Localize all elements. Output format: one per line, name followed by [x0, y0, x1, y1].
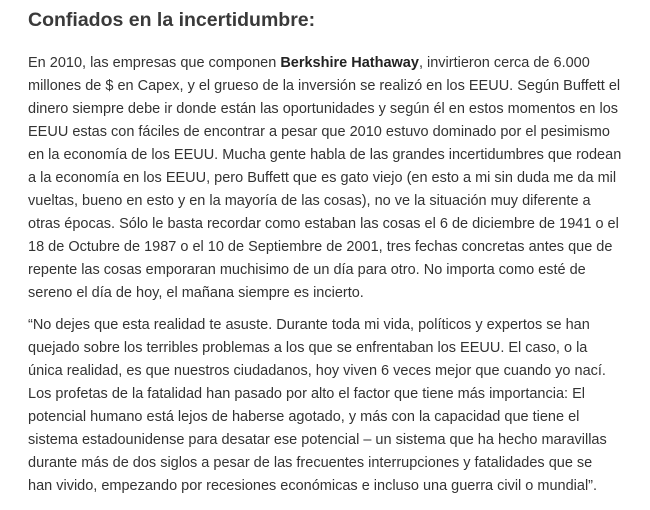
- paragraph-line: [28, 52, 621, 75]
- paragraph-line: sereno el día de hoy, el mañana siempre es incierto.: [28, 285, 364, 301]
- paragraph-line: quejado sobre los terribles problemas a los que se enfrentaban los EEUU. El caso, o la: [28, 340, 588, 356]
- paragraph-line: única realidad, es que nuestros ciudadanos, hoy viven 6 veces mejor que cuando yo nací.: [28, 363, 606, 379]
- paragraph-line: sistema estadounidense para desatar ese potencial – un sistema que ha hecho maravillas: [28, 432, 607, 448]
- paragraph-line: EEUU estas con fáciles de encontrar a pesar que 2010 estuvo dominado por el pesimismo: [28, 124, 610, 140]
- paragraph-line: Los profetas de la fatalidad han pasado por alto el factor que tiene más importancia: El: [28, 386, 585, 402]
- paragraph-line: en la economía de los EEUU. Mucha gente habla de las grandes incertidumbres que rodean: [28, 147, 622, 163]
- company-name-bold: Berkshire Hathaway: [280, 55, 419, 71]
- paragraph-buffett-investment: [28, 52, 621, 305]
- paragraph-line: repente las cosas emporaran muchisimo de un día para otro. No importa como esté de: [28, 262, 586, 278]
- paragraph-line: a la economía en los EEUU, pero Buffett que es gato viejo (en esto a mi sin duda me da mil: [28, 170, 617, 186]
- paragraph-line: 18 de Octubre de 1987 o el 10 de Septiembre de 2001, tres fechas concretas antes que de: [28, 239, 613, 255]
- paragraph-line: vueltas, bueno en esto y en la mayoría de las cosas), no ve la situación muy diferente a: [28, 193, 591, 209]
- paragraph-line: otras épocas. Sólo le basta recordar como estaban las cosas el 6 de diciembre de 1941 o el: [28, 216, 619, 232]
- paragraph-line: millones de $ en Capex, y el grueso de la inversión se realizó en los EEUU. Según Buffett el: [28, 78, 621, 94]
- paragraph-line: “No dejes que esta realidad te asuste. Durante toda mi vida, políticos y expertos se han: [28, 317, 590, 333]
- paragraph-line: potencial humano está lejos de haberse agotado, y más con la capacidad que tiene el: [28, 409, 580, 425]
- article-heading: Confiados en la incertidumbre:: [28, 9, 316, 31]
- paragraph-line: durante más de dos siglos a pesar de las frecuentes interrupciones y fatalidades que se: [28, 455, 593, 471]
- paragraph-buffett-quote: [28, 314, 607, 498]
- paragraph-line: han vivido, empezando por recesiones económicas e incluso una guerra civil o mundial”.: [28, 478, 598, 494]
- paragraph-line: dinero siempre debe ir donde están las oportunidades y según él en estos momentos en los: [28, 101, 619, 117]
- text-segment: En 2010, las empresas que componen: [28, 55, 281, 71]
- text-segment: , invirtieron cerca de 6.000: [418, 55, 590, 71]
